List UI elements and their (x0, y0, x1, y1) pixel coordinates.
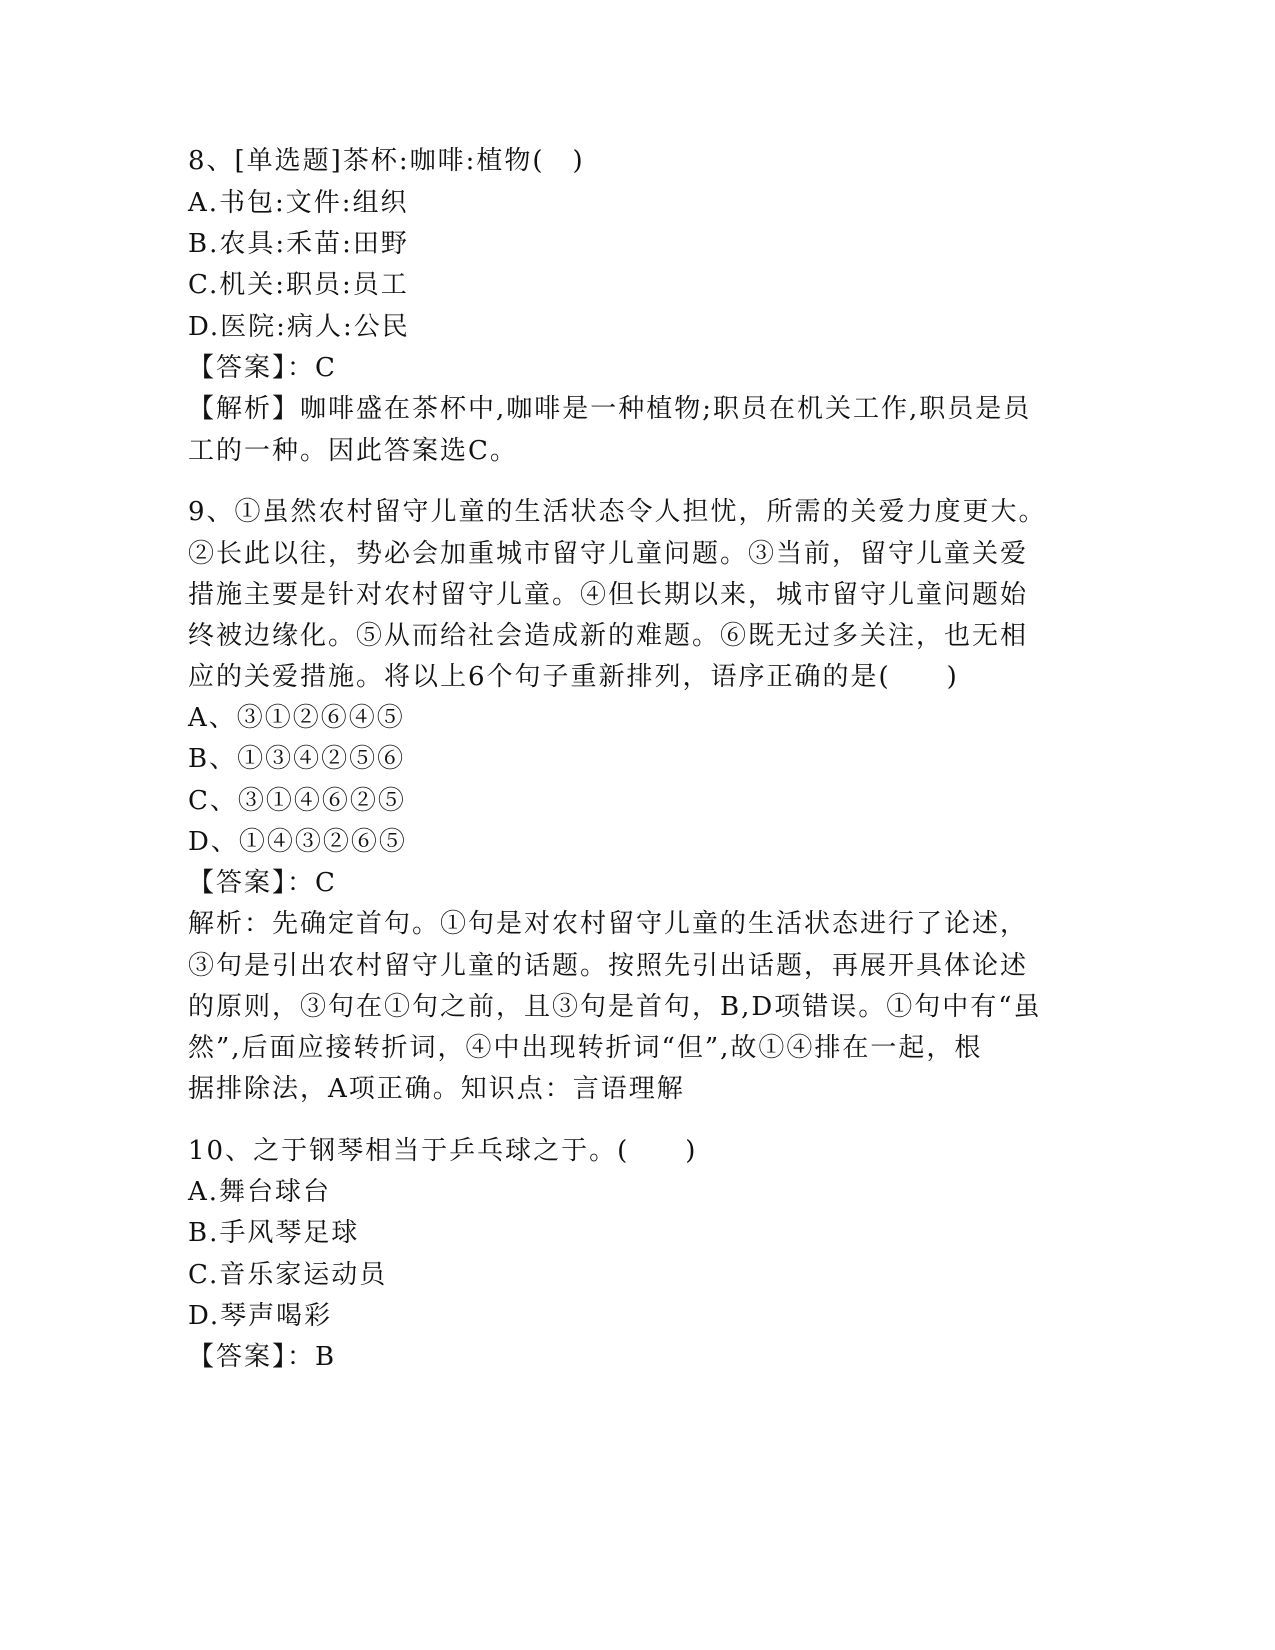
q9-stem-line-5: 应的关爱措施。将以上6个句子重新排列，语序正确的是( ) (188, 662, 959, 692)
q9-option-a: A、③①②⑥④⑤ (188, 703, 405, 733)
q9-stem-line-3: 措施主要是针对农村留守儿童。④但长期以来，城市留守儿童问题始 (188, 580, 1029, 610)
q8-stem: 8、[单选题]茶杯:咖啡:植物( ) (188, 146, 585, 176)
q9-analysis-line-2: ③句是引出农村留守儿童的话题。按照先引出话题，再展开具体论述 (188, 951, 1029, 981)
q9-answer: 【答案】：C (188, 868, 337, 898)
q8-analysis-line-2: 工的一种。因此答案选C。 (188, 436, 518, 466)
q8-option-b: B.农具:禾苗:田野 (188, 229, 409, 259)
q9-analysis-line-1: 解析：先确定首句。①句是对农村留守儿童的生活状态进行了论述， (188, 909, 1029, 939)
q9-stem-line-2: ②长此以往，势必会加重城市留守儿童问题。③当前，留守儿童关爱 (188, 539, 1029, 569)
q9-analysis-line-3: 的原则，③句在①句之前，且③句是首句，B,D项错误。①句中有“虽 (188, 992, 1042, 1022)
q8-analysis-line-1: 【解析】咖啡盛在茶杯中,咖啡是一种植物;职员在机关工作,职员是员 (188, 394, 1032, 424)
q9-option-b: B、①③④②⑤⑥ (188, 744, 406, 774)
q9-analysis-line-5: 据排除法，A项正确。知识点：言语理解 (188, 1074, 685, 1104)
q10-option-d: D.琴声喝彩 (188, 1301, 333, 1331)
q9-option-c: C、③①④⑥②⑤ (188, 786, 406, 816)
q8-option-d: D.医院:病人:公民 (188, 312, 410, 342)
q10-option-b: B.手风琴足球 (188, 1218, 360, 1248)
q9-stem-line-1: 9、①虽然农村留守儿童的生活状态令人担忧，所需的关爱力度更大。 (188, 497, 1047, 527)
q8-option-a: A.书包:文件:组织 (188, 188, 409, 218)
q10-option-a: A.舞台球台 (188, 1177, 332, 1207)
q10-stem: 10、之于钢琴相当于乒乓球之于。( ) (188, 1136, 698, 1166)
q9-analysis-line-4: 然”,后面应接转折词，④中出现转折词“但”,故①④排在一起，根 (188, 1033, 983, 1063)
q9-stem-line-4: 终被边缘化。⑤从而给社会造成新的难题。⑥既无过多关注，也无相 (188, 621, 1029, 651)
q9-option-d: D、①④③②⑥⑤ (188, 827, 407, 857)
q8-answer: 【答案】：C (188, 353, 337, 383)
q8-option-c: C.机关:职员:员工 (188, 270, 409, 300)
q10-answer: 【答案】：B (188, 1342, 337, 1372)
q10-option-c: C.音乐家运动员 (188, 1260, 388, 1290)
